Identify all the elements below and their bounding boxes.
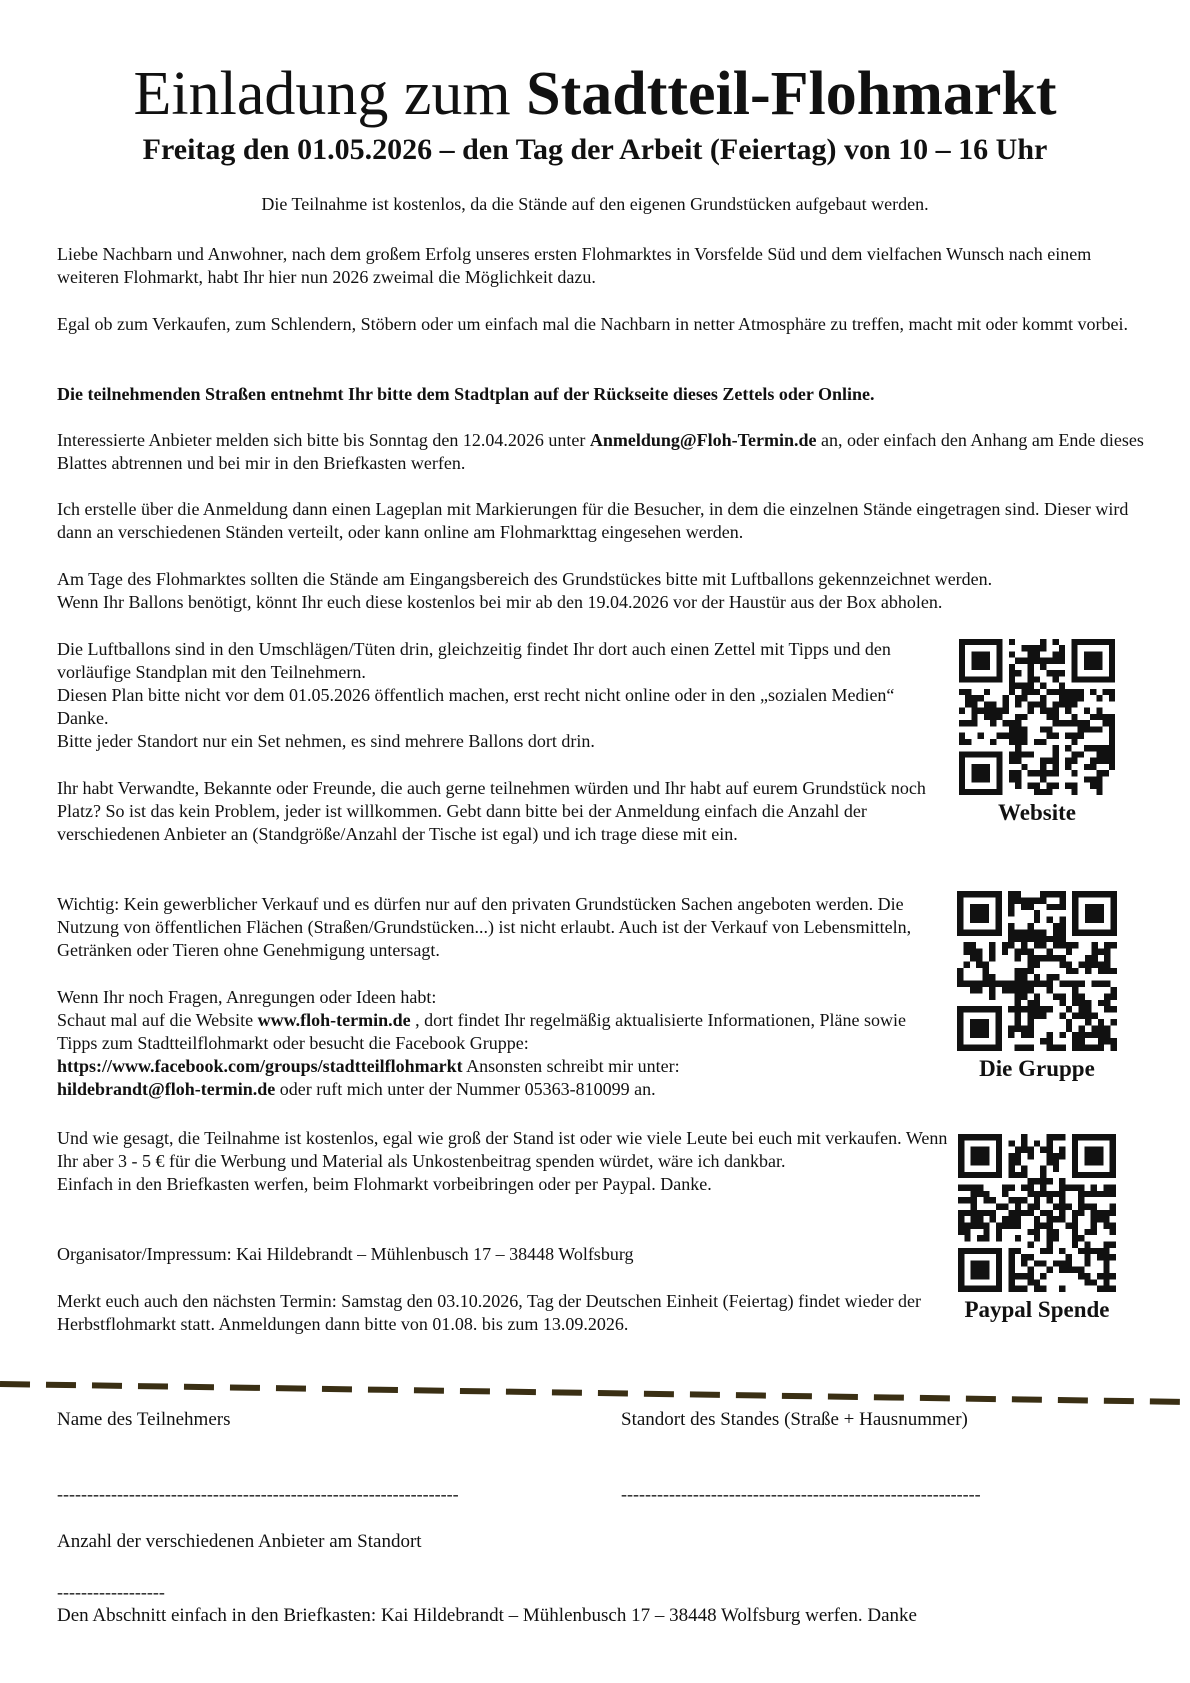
form-footer-instruction: Den Abschnitt einfach in den Briefkasten: Kai Hildebrandt – Mühlenbusch 17 – 38448 Wolfsburg werfen. Danke	[57, 1605, 917, 1626]
paragraph-greeting: Liebe Nachbarn und Anwohner, nach dem großem Erfolg unseres ersten Flohmarktes in Vorsfelde Süd und dem vielfachen Wunsch nach einem weiteren Flohmarkt, habt Ihr hier nun 2026 zweimal die Möglichkeit dazu.	[57, 244, 1092, 287]
paragraph-balloons: Am Tage des Flohmarktes sollten die Stände am Eingangsbereich des Grundstückes bitte mit Luftballons gekennzeichnet werden. Wenn Ihr Ballons benötigt, könnt Ihr euch diese kostenlos bei mir ab den 19.04.2026 vor der Haustür aus der Box abholen.	[57, 569, 993, 612]
qr-block-group	[952, 891, 1122, 1083]
title-prefix: Einladung zum	[133, 60, 527, 128]
contact-email-link[interactable]: hildebrandt@floh-termin.de	[57, 1079, 276, 1099]
streets-note: Die teilnehmenden Straßen entnehmt Ihr bitte dem Stadtplan auf der Rückseite dieses Zettels oder Online.	[57, 384, 875, 404]
paragraph-donation: Und wie gesagt, die Teilnahme ist kostenlos, egal wie groß der Stand ist oder wie viele Leute bei euch mit verkaufen. Wenn Ihr aber 3 - 5 € für die Werbung und Material als Unkostenbeitrag spenden würdet, wäre ich dankbar. Einfach in den Briefkasten werfen, beim Flohmarkt vorbeibringen oder per Paypal. Danke.	[57, 1128, 948, 1194]
paragraph-streets	[57, 383, 1147, 406]
paragraph-invitation: Egal ob zum Verkaufen, zum Schlendern, Stöbern oder um einfach mal die Nachbarn in netter Atmosphäre zu treffen, macht mit oder kommt vorbei.	[57, 314, 1128, 334]
paragraph-imprint: Organisator/Impressum: Kai Hildebrandt – Mühlenbusch 17 – 38448 Wolfsburg	[57, 1244, 634, 1264]
qr-label-group: Die Gruppe	[979, 1056, 1095, 1081]
paragraph-relatives: Ihr habt Verwandte, Bekannte oder Freunde, die auch gerne teilnehmen würden und Ihr habt auf eurem Grundstück noch Platz? So ist das kein Problem, jeder ist willkommen. Gebt dann bitte bei der Anmeldung einfach die Anzahl der verschiedenen Anbieter an (Standgröße/Anzahl der Tische ist egal) und ich trage diese mit ein.	[57, 778, 926, 844]
stand-location-field[interactable]: ------------------------------------------------------------	[621, 1484, 981, 1504]
paragraph-envelopes: Die Luftballons sind in den Umschlägen/Tüten drin, gleichzeitig findet Ihr dort auch einen Zettel mit Tipps und den vorläufige Standplan mit den Teilnehmern. Diesen Plan bitte nicht vor dem 01.05.2026 öffentlich machen, erst recht nicht online oder in den „sozialen Medien“ Danke. Bitte jeder Standort nur ein Set nehmen, es sind mehrere Ballons dort drin.	[57, 639, 895, 751]
facebook-group-link[interactable]: https://www.facebook.com/groups/stadtteilflohmarkt	[57, 1056, 463, 1076]
qr-code-icon[interactable]	[957, 891, 1117, 1051]
paragraph-rules: Wichtig: Kein gewerblicher Verkauf und es dürfen nur auf den privaten Grundstücken Sachen angeboten werden. Die Nutzung von öffentlichen Flächen (Straßen/Grundstücken...) ist nicht erlaubt. Auch ist der Verkauf von Lebensmitteln, Getränken oder Tieren ohne Genehmigung untersagt.	[57, 894, 912, 960]
vendor-count-label: Anzahl der verschiedenen Anbieter am Standort	[57, 1531, 422, 1552]
paragraph-registration: Interessierte Anbieter melden sich bitte bis Sonntag den 12.04.2026 unter Anmeldung@Floh-Termin.de an, oder einfach den Anhang am Ende dieses Blattes abtrennen und bei mir in den Briefkasten werfen.	[57, 430, 1144, 473]
page-title	[0, 58, 1190, 130]
qr-label-paypal: Paypal Spende	[964, 1297, 1110, 1322]
website-link[interactable]: www.floh-termin.de	[257, 1010, 411, 1030]
qr-code-icon[interactable]	[958, 1134, 1116, 1292]
event-date-subtitle: Freitag den 01.05.2026 – den Tag der Arbeit (Feiertag) von 10 – 16 Uhr	[142, 133, 1048, 166]
title-bold: Stadtteil-Flohmarkt	[526, 60, 1057, 128]
cut-line-dashes	[0, 1384, 1190, 1402]
vendor-count-field[interactable]: ------------------	[57, 1582, 165, 1602]
participant-name-field[interactable]: -------------------------------------------------------------------	[57, 1484, 459, 1504]
intro-text: Die Teilnahme ist kostenlos, da die Stände auf den eigenen Grundstücken aufgebaut werden.	[261, 194, 929, 214]
registration-email-link[interactable]: Anmeldung@Floh-Termin.de	[589, 430, 817, 450]
stand-location-label: Standort des Standes (Straße + Hausnummer)	[621, 1409, 968, 1430]
qr-block-website	[952, 639, 1122, 827]
qr-code-icon[interactable]	[959, 639, 1115, 795]
participant-name-label: Name des Teilnehmers	[57, 1409, 231, 1430]
qr-block-paypal	[952, 1134, 1122, 1324]
paragraph-site-plan: Ich erstelle über die Anmeldung dann einen Lageplan mit Markierungen für die Besucher, in dem die einzelnen Stände eingetragen sind. Dieser wird dann an verschiedenen Ständen verteilt, oder kann online am Flohmarkttag eingesehen werden.	[57, 499, 1129, 542]
qr-label-website: Website	[998, 800, 1076, 825]
paragraph-contact: Wenn Ihr noch Fragen, Anregungen oder Ideen habt: Schaut mal auf die Website www.floh-termin.de , dort findet Ihr regelmäßig aktualisierte Informationen, Pläne sowie Tipps zum Stadtteilflohmarkt oder besucht die Facebook Gruppe: https://www.facebook.com/groups/stadtteilflohmarkt Ansonsten schreibt mir unter: hildebrandt@floh-termin.de oder ruft mich unter der Nummer 05363-810099 an.	[57, 987, 906, 1099]
paragraph-next-date: Merkt euch auch den nächsten Termin: Samstag den 03.10.2026, Tag der Deutschen Einheit (Feiertag) findet wieder der Herbstflohmarkt statt. Anmeldungen dann bitte von 01.08. bis zum 13.09.2026.	[57, 1291, 922, 1334]
